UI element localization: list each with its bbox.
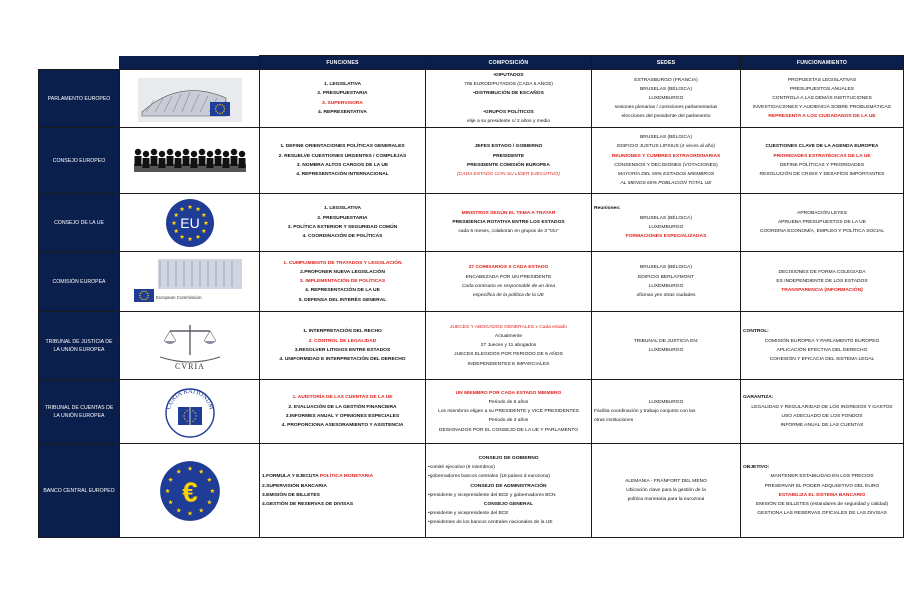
sedes-cell — [592, 444, 741, 538]
eu-flag-text: EU — [179, 214, 200, 231]
cell-line: LUXEMBURGO — [648, 347, 684, 353]
cell-line: 3. SUPERVISORA — [322, 100, 363, 106]
cell-line: APROBACIÓN LEYES — [797, 210, 847, 216]
cell-line: 5. DEFENSA DEL INTERÉS GENERAL — [298, 297, 387, 303]
cell-heading: OBJETIVO: — [743, 465, 770, 471]
cell-line: TRIBUNAL DE JUSTICIA EN: — [633, 338, 699, 344]
curia-rationum-seal-icon — [130, 385, 250, 439]
cell-line: MINISTROS SEGÚN EL TEMA A TRATAR — [461, 210, 556, 216]
cell-line: 2. RESUELVE CUESTIONES URGENTES / COMPLEJAS — [278, 153, 407, 159]
cell-line: 2. CONTROL DE LEGALIDAD — [308, 338, 377, 344]
cell-line: otras instituciones — [594, 418, 634, 424]
cell-line: MAYORÍA DEL 55% ESTADOS MIEMBROS — [617, 171, 715, 177]
cell-line: USO ADECUADO DE LOS FONDOS — [781, 413, 863, 419]
institution-row — [39, 380, 904, 444]
cell-line: CONSEJO DE GOBIERNO — [478, 455, 539, 461]
euro-sign-icon — [130, 449, 250, 533]
header-logo-corner — [120, 56, 260, 70]
cell-line: REPRESENTA A LOS CIUDADANOS DE LA UE — [768, 114, 876, 120]
cell-line: oficinas yen otras ciudades — [636, 292, 696, 298]
cell-heading: GARANTIZA: — [743, 395, 774, 401]
euro-sign-text: € — [181, 475, 198, 507]
institution-logo — [120, 128, 260, 194]
cell-line — [428, 99, 589, 108]
cell-line: 4. UNIFORMIDAD E INTERPRETACIÓN DEL DERECHO — [279, 356, 406, 362]
institution-logo — [120, 380, 260, 444]
cell-line: elije a su presidente c/ 2 años y medio — [466, 119, 551, 125]
institution-logo — [120, 252, 260, 312]
cell-line: cada 6 meses, colaboran en grupos de 3 "trio" — [458, 229, 559, 235]
cell-line: •GRUPOS POLÍTICOS — [483, 109, 534, 115]
cell-heading: CONTROL: — [743, 329, 769, 335]
cell-line: TRANSPARENCIA (INFORMACIÓN) — [781, 288, 863, 294]
institution-row — [39, 444, 904, 538]
cell-heading: Reuniones: — [594, 206, 621, 212]
cell-line: PRESIDENCIA ROTATIVA ENTRE LOS ESTADOS — [452, 220, 565, 226]
cell-line: ENCABEZADA POR UN PRESIDENTE — [465, 274, 552, 280]
cell-line: COORDINA ECONOMÍA, EMPLEO Y POLÍTICA SOCIAL — [759, 229, 885, 235]
cell-line: Periodo de 6 años — [488, 399, 529, 405]
cell-line: UN MIEMBRO POR CADA ESTADO MIEMBRO — [455, 390, 562, 396]
cell-line: JUECES Y ABOGADOS GENERALES x Cada estado — [450, 324, 567, 330]
cell-line: INFORME ANUAL DE LAS CUENTAS — [780, 422, 864, 428]
curia-caption: CVRIA — [174, 361, 205, 371]
cell-line: política monetaria para la eurozona — [627, 497, 705, 503]
cell-line: CONSEJO DE ADMINISTRACIÓN — [470, 483, 547, 489]
sedes-cell — [592, 252, 741, 312]
funciones-cell — [260, 380, 426, 444]
header-funcionamiento: FUNCIONAMIENTO — [741, 56, 904, 70]
cell-line: 27 COMISARIOS X CADA ESTADO — [468, 265, 549, 271]
institution-name: COMISIÓN EUROPEA — [39, 252, 120, 312]
cell-line: PRESERVAR EL PODER ADQUISITIVO DEL EURO — [764, 483, 880, 489]
cell-line: •comité ejecutivo (6 miembros) — [428, 465, 495, 471]
header-corner — [39, 56, 120, 70]
composicion-cell — [426, 128, 592, 194]
cell-line: EDIFICIO JUSTUS LIPSIUS (4 veces al año) — [617, 144, 715, 150]
sedes-cell — [592, 380, 741, 444]
cell-line: 4.GESTIÓN DE RESERVAS DE DIVISAS — [262, 501, 354, 507]
cell-line: EDIFICIO BERLAYMONT — [638, 274, 694, 280]
funcionamiento-cell — [741, 444, 904, 538]
cell-line: elecciones del presidente del parlamento — [621, 114, 711, 120]
cell-line: 2. PRESUPUESTARIA — [317, 91, 368, 97]
cell-line: ESTRASBURGO (FRANCIA) — [634, 77, 698, 83]
cell-line: ESTABILIZA EL SISTEMA BANCARIO — [778, 492, 866, 498]
cell-line: BRUSELAS (BÉLGICA) — [640, 215, 692, 221]
cell-line: 4. REPRESENTACIÓN DE LA UE — [305, 288, 380, 294]
sedes-cell — [592, 128, 741, 194]
cell-line: 4. REPRESENTATIVA — [318, 109, 367, 115]
cell-line: 4. REPRESENTACIÓN INTERNACIONAL — [296, 171, 389, 177]
funciones-cell — [260, 312, 426, 380]
cell-line: 3. IMPLEMENTACIÓN DE POLÍTICAS — [299, 279, 386, 285]
cell-line: FORMACIONES ESPECIALIZADAS — [625, 233, 707, 239]
header-row — [39, 56, 904, 70]
institution-row — [39, 128, 904, 194]
institution-logo — [120, 194, 260, 252]
cell-line: CUESTIONES CLAVE DE LA AGENDA EUROPEA — [765, 144, 879, 150]
institution-name: CONSEJO EUROPEO — [39, 128, 120, 194]
cell-line: DESIGNADOS POR EL CONSEJO DE LA UE Y PARLAMENTO — [438, 427, 579, 433]
cell-line: CONSEJO GENERAL — [483, 501, 534, 507]
cell-line: JEFES ESTADO / GOBIERNO — [474, 144, 543, 150]
institution-row — [39, 194, 904, 252]
cell-line: CONSENSOS Y DECISIONES (VOTACIONES) — [614, 162, 718, 168]
cell-line: •DIPUTADOS — [493, 73, 524, 78]
cell-line: INDEPENDIENTES E IMPARCIALES — [467, 361, 550, 367]
funcionamiento-cell — [741, 194, 904, 252]
funcionamiento-cell — [741, 252, 904, 312]
institution-logo — [120, 70, 260, 128]
composicion-cell — [426, 252, 592, 312]
cell-line: APLICACIÓN EFECTIVA DEL DERECHO — [776, 347, 868, 353]
cell-line: LUXEMBURGO — [648, 283, 684, 289]
cell-line: COMISIÓN EUROPEA Y PARLAMENTO EUROPEO — [764, 338, 880, 344]
header-funciones: FUNCIONES — [260, 56, 426, 70]
institution-name: TRIBUNAL DE CUENTAS DE LA UNIÓN EUROPEA — [39, 380, 120, 444]
cell-line: 2.SUPERVISIÓN BANCARIA — [262, 483, 327, 489]
curia-rationum-caption: CURIA RATIONUM — [164, 387, 215, 411]
institution-row — [39, 252, 904, 312]
cell-line: LUXEMBURGO — [648, 224, 684, 230]
composicion-cell — [426, 70, 592, 128]
institution-row — [39, 70, 904, 128]
commission-building-icon — [130, 255, 250, 309]
cell-line: Facilita coordinación y trabajo conjunto con las — [594, 409, 696, 415]
cell-line: ES INDEPENDIENTE DE LOS ESTADOS — [776, 279, 868, 285]
header-sedes: SEDES — [592, 56, 741, 70]
cell-line: INVESTIGACIONES Y AUDIENCIA SOBRE PROBLEMÁTICAS — [752, 105, 892, 111]
cell-line: 1. AUDITORÍA DE LAS CUENTAS DE LA UE — [292, 395, 393, 401]
institution-logo — [120, 444, 260, 538]
cell-line: PRESIDENTE — [492, 153, 525, 159]
cell-line: 1. CUMPLIMIENTO DE TRATADOS Y LEGISLACIÓN — [283, 260, 402, 266]
cell-line: BRUSELAS (BÉLGICA) — [640, 135, 692, 141]
leaders-group-icon — [130, 134, 250, 188]
cell-line: 4. COORDINACIÓN DE POLÍTICAS — [302, 233, 383, 239]
cell-line: •presidente y vicepresidente del BCE y gobernadores BCN — [428, 492, 556, 498]
institution-name: BANCO CENTRAL EUROPEO — [39, 444, 120, 538]
cell-line: 27 Jueces y 11 abogados — [480, 343, 537, 349]
cell-line: REUNIONES Y CUMBRES EXTRAORDINARIAS — [611, 153, 721, 159]
cell-line: Actualmente — [494, 333, 523, 339]
cell-line: CONTROLA A LAS DEMÁS INSTITUCIONES — [772, 96, 872, 101]
cell-line: 1. LEGISLATIVA — [323, 206, 362, 212]
cell-line: •presidente y vicepresidente del BCE — [428, 511, 509, 517]
cell-line: PROPUESTAS LEGISLATIVAS — [787, 77, 857, 83]
institution-logo — [120, 312, 260, 380]
cell-line: 1. INTERPRETACIÓN DEL RECHO — [303, 329, 382, 335]
eu-institutions-table — [38, 55, 904, 538]
funcionamiento-cell — [741, 312, 904, 380]
cell-line: GESTIONA LAS RESERVAS OFICIALES DE LAS DIVISAS — [757, 511, 887, 517]
cell-line: LEGALIDAD Y REGULARIDAD DE LOS INGRESOS Y GASTOS — [751, 404, 893, 410]
funciones-cell — [260, 252, 426, 312]
cell-line: Periodo de 3 años — [488, 418, 529, 424]
cell-line: RESOLUCIÓN DE CRISIS Y DESAFÍOS IMPORTANTES — [759, 171, 885, 177]
cell-line: Los miembros eligen a su PRESIDENTE y VICE PRESIDENTES — [438, 409, 579, 415]
composicion-cell — [426, 444, 592, 538]
funcionamiento-cell — [741, 128, 904, 194]
cell-line: 3.RESOLVER LITIGIOS ENTRE ESTADOS — [294, 347, 391, 353]
curia-scales-icon — [130, 319, 250, 373]
composicion-cell — [426, 194, 592, 252]
cell-line: sesiones plenarias / comisiones parlamentarias — [614, 105, 718, 111]
cell-line: JUECES ELEGIDOS POR PERIODO DE 6 AÑOS — [454, 352, 563, 358]
cell-line: específica de la política de la UE — [473, 292, 544, 298]
funciones-cell — [260, 194, 426, 252]
cell-line: 3.INFORMES ANUAL Y OPINIONES ESPECIALES — [285, 413, 400, 419]
funciones-cell — [260, 444, 426, 538]
cell-line: Ubicación clave para la gestión de la — [626, 488, 706, 494]
parliament-building-icon — [130, 72, 250, 126]
cell-line: DEFINE POLÍTICAS Y PRIORIDADES — [779, 162, 865, 168]
institution-name: TRIBUNAL DE JUSTICIA DE LA UNIÓN EUROPEA — [39, 312, 120, 380]
funcionamiento-cell — [741, 380, 904, 444]
cell-line: PRESUPUESTOS ANUALES — [789, 86, 855, 92]
cell-line: Cada comisario es responsable de un área — [461, 283, 556, 289]
cell-line: 3. POLÍTICA EXTERIOR Y SEGURIDAD COMÚN — [287, 224, 398, 230]
funciones-cell — [260, 128, 426, 194]
funciones-cell — [260, 70, 426, 128]
cell-line: PRIORIDADES ESTRATÉGICAS DE LA UE — [773, 153, 871, 159]
cell-line: •gobernadores bancos centrales (19 países d eurozona) — [428, 474, 550, 480]
cell-line: 1.FORMULA Y EJECUTA POLÍTICA MONETARIA — [262, 474, 374, 480]
sedes-cell — [592, 194, 741, 252]
cell-line: DECISIONES DE FORMA COLEGIADA — [778, 269, 866, 275]
cell-line: 2. PRESUPUESTARIA — [317, 215, 368, 221]
cell-line: MANTENER ESTABILIDAD EN LOS PRECIOS — [770, 474, 874, 480]
header-composicion: COMPOSICIÓN — [426, 56, 592, 70]
cell-line: 2. EVALUACIÓN DE LA GESTIÓN FINANCIERA — [288, 404, 397, 410]
sedes-cell — [592, 312, 741, 380]
cell-line: BRUSELAS (BÉLGICA) — [640, 265, 692, 271]
cell-line: COHESIÓN Y EFICACIA DEL SISTEMA LEGAL — [769, 356, 875, 362]
cell-line: ALEMANIA - FRÁNFORT DEL MENO — [625, 478, 707, 484]
cell-line: PRESIDENTE COMISIÓN EUROPEA — [467, 162, 550, 168]
cell-line: APRUEBA PRESUPUESTOS DE LA UE — [778, 220, 866, 226]
composicion-cell — [426, 312, 592, 380]
cell-line: 2.PROPONER NUEVA LEGISLACIÓN — [300, 269, 385, 275]
funcionamiento-cell — [741, 70, 904, 128]
cell-line: LUXEMBURGO — [648, 399, 684, 405]
commission-caption: European Commission — [155, 294, 202, 300]
cell-line: 1. LEGISLATIVA — [323, 82, 362, 88]
cell-line: 705 EURODIPUTADOS (CADA 5 AÑOS) — [464, 82, 553, 88]
institution-name: PARLAMENTO EUROPEO — [39, 70, 120, 128]
cell-line: •DISTRIBUCIÓN DE ESCAÑOS — [473, 91, 544, 97]
cell-line: LUXEMBURGO — [648, 96, 684, 101]
cell-line: 3.EMISIÓN DE BILLETES — [262, 492, 320, 498]
cell-line: EMISIÓN DE BILLETES (estandares de seguridad y calidad) — [755, 501, 889, 507]
cell-line: AL MENOS 65% POBLACIÓN TOTAL UE — [620, 181, 712, 187]
eu-flag-icon — [130, 196, 250, 250]
cell-line: 3. NOMBRA ALTOS CARGOS DE LA UE — [296, 162, 389, 168]
institution-row — [39, 312, 904, 380]
cell-line: BRUSELAS (BÉLGICA) — [640, 86, 692, 92]
sedes-cell — [592, 70, 741, 128]
institution-name: CONSEJO DE LA UE — [39, 194, 120, 252]
cell-line: 1. DEFINE ORIENTACIONES POLÍTICAS GENERALES — [280, 144, 405, 150]
cell-line: (CADA ESTADO CON SU LÍDER EJECUTIVO) — [457, 171, 560, 177]
cell-line: •presidentes de los bancos centrales nacionales de la UE — [428, 520, 553, 526]
composicion-cell — [426, 380, 592, 444]
cell-line: 4. PROPORCIONA ASESORAMIENTO Y ASISTENCIA — [281, 422, 404, 428]
